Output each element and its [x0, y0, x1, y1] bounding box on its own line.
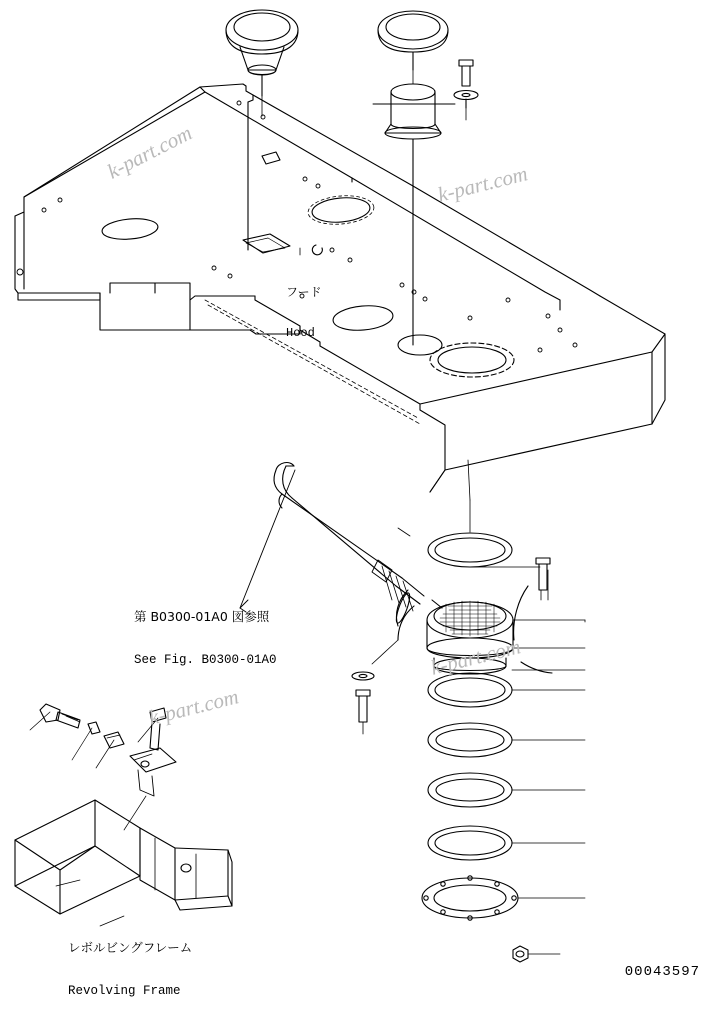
- bolt-filter-left: [352, 672, 374, 722]
- muffler-cap-center: [378, 11, 448, 70]
- watermark: k-part.com: [103, 120, 196, 184]
- label-hood-en: Hood: [286, 325, 315, 340]
- label-revolving-frame: [68, 912, 192, 1027]
- label-revolving-frame-jp: レボルビングフレーム: [68, 939, 193, 955]
- watermark: k-part.com: [146, 684, 241, 730]
- bracket-hardware: [30, 704, 176, 926]
- revolving-frame-detail: [15, 800, 232, 914]
- muffler-cap-left: [226, 10, 298, 96]
- watermark: k-part.com: [435, 161, 530, 207]
- gasket-ring-1: [428, 533, 512, 567]
- filter-mesh: [440, 601, 500, 636]
- tube-clamp-parts: [394, 590, 442, 626]
- bolt-upper-right: [373, 60, 478, 108]
- drawing-number: 00043597: [624, 964, 700, 980]
- air-intake-tube: [274, 463, 424, 611]
- nut-bottom: [513, 946, 528, 962]
- label-see-figure: [134, 581, 277, 696]
- label-see-figure-jp: 第 B0300-01A0 図参照: [134, 608, 270, 624]
- label-hood: [286, 258, 322, 368]
- hood-body: [15, 84, 665, 492]
- flange-ring-bottom: [422, 876, 518, 920]
- label-hood-jp: フード: [286, 284, 322, 299]
- gasket-ring-5: [428, 826, 512, 860]
- label-see-figure-en: See Fig. B0300-01A0: [134, 652, 277, 667]
- label-revolving-frame-en: Revolving Frame: [68, 983, 181, 998]
- gasket-ring-4: [428, 773, 512, 807]
- watermark: k-part.com: [428, 634, 523, 680]
- gasket-ring-3: [428, 723, 512, 757]
